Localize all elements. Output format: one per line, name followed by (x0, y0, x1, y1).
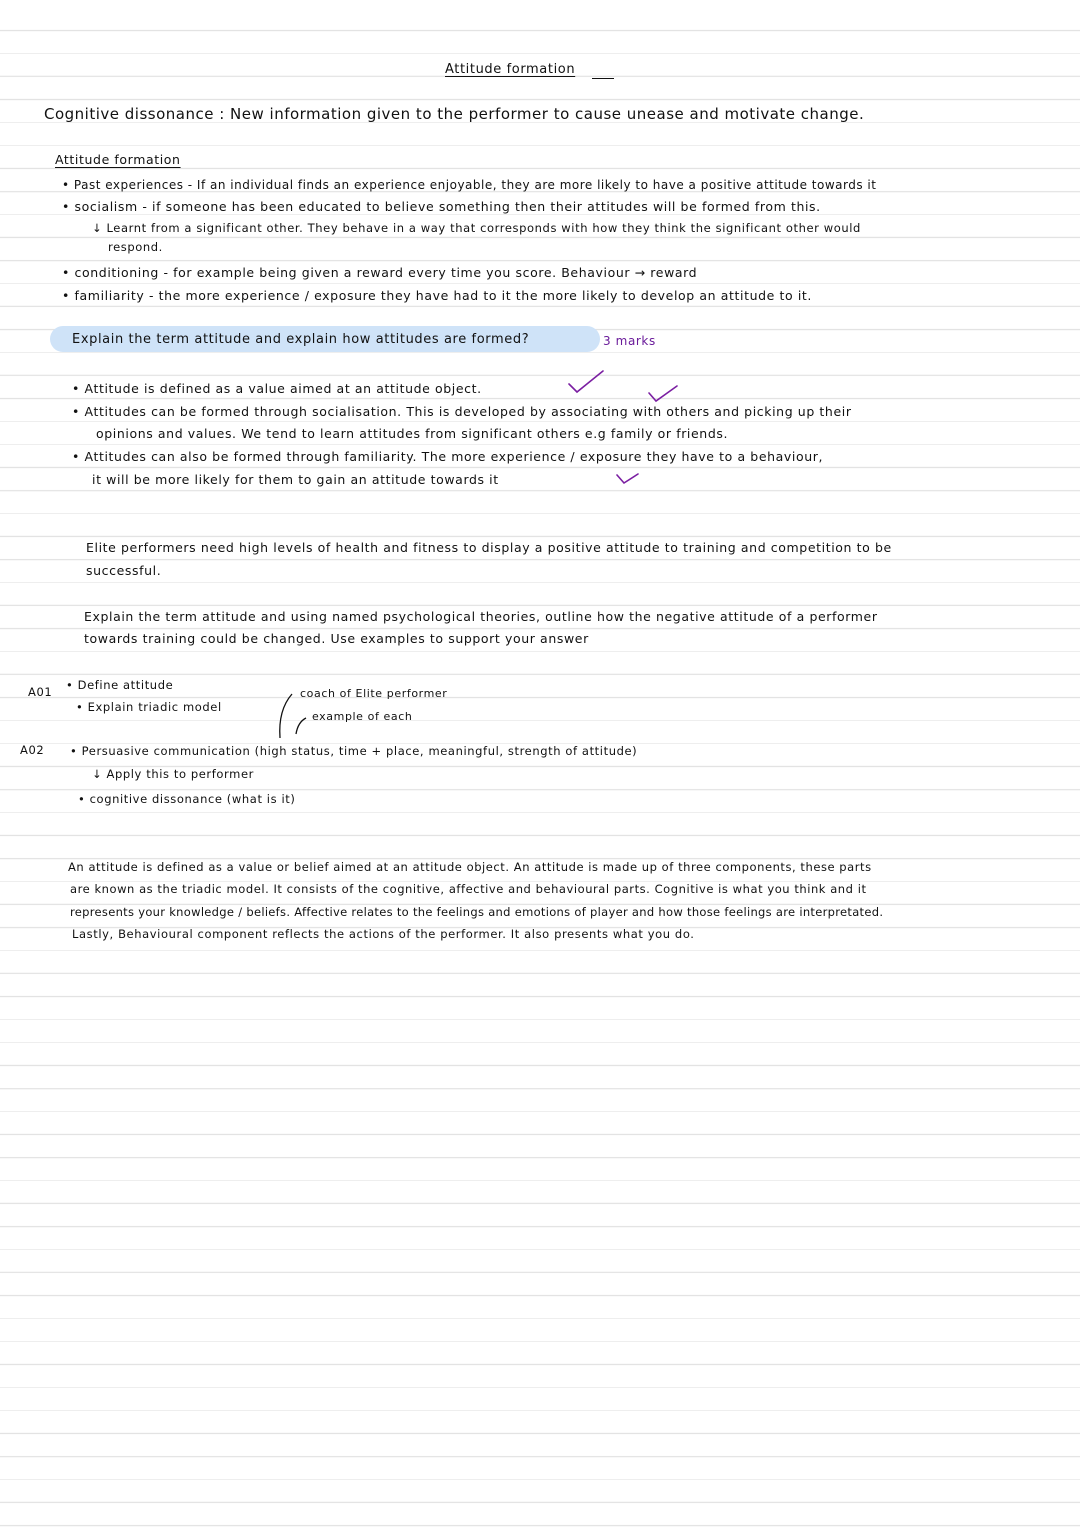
title-underline-extension (592, 78, 614, 79)
plan-item: ↓ Apply this to performer (92, 767, 254, 781)
bullet-socialism: • socialism - if someone has been educated to believe something then their attitudes will be formed from this. (62, 199, 821, 214)
plan-item: • Persuasive communication (high status, time + place, meaningful, strength of attitude) (70, 744, 638, 758)
answer-line: • Attitude is defined as a value aimed at an attitude object. (72, 381, 482, 396)
plan-item: • Define attitude (66, 678, 174, 692)
page-title: Attitude formation (445, 62, 576, 77)
question-prompt: Explain the term attitude and using named psychological theories, outline how the negative attitude of a performer (84, 609, 878, 624)
ao2-label: A02 (20, 743, 45, 757)
cognitive-dissonance-definition: Cognitive dissonance : New information given to the performer to cause unease and motivate change. (44, 105, 865, 123)
answer-paragraph-line: Lastly, Behavioural component reflects the actions of the performer. It also presents what you do. (72, 927, 695, 941)
bullet-familiarity: • familiarity - the more experience / exposure they have had to it the more likely to develop an attitude to it. (62, 288, 812, 303)
answer-paragraph-line: An attitude is defined as a value or belief aimed at an attitude object. An attitude is made up of three components, these parts (68, 860, 872, 874)
socialism-subnote-cont: respond. (108, 240, 163, 254)
question-one: Explain the term attitude and explain how attitudes are formed? (72, 332, 530, 347)
tick-icon (566, 368, 606, 396)
marks-label: 3 marks (603, 334, 656, 348)
answer-paragraph-line: are known as the triadic model. It consists of the cognitive, affective and behavioural parts. Cognitive is what you think and it (70, 882, 867, 896)
answer-line: opinions and values. We tend to learn attitudes from significant others e.g family or friends. (96, 426, 729, 441)
tick-icon (646, 383, 680, 405)
section-heading: Attitude formation (55, 152, 181, 167)
socialism-subnote: ↓ Learnt from a significant other. They behave in a way that corresponds with how they think the significant other would (92, 221, 861, 235)
plan-note: example of each (312, 710, 413, 723)
answer-line: • Attitudes can also be formed through familiarity. The more experience / exposure they have to a behaviour, (72, 449, 824, 464)
plan-note: coach of Elite performer (300, 687, 448, 700)
answer-line: it will be more likely for them to gain an attitude towards it (92, 472, 499, 487)
ao1-label: A01 (28, 685, 53, 699)
answer-paragraph-line: represents your knowledge / beliefs. Affective relates to the feelings and emotions of player and how those feelings are interpretated. (70, 905, 884, 919)
tick-icon (614, 470, 640, 486)
question-prompt: towards training could be changed. Use examples to support your answer (84, 631, 589, 646)
question-context: Elite performers need high levels of health and fitness to display a positive attitude to training and competition to be (86, 540, 892, 555)
plan-item: • Explain triadic model (76, 700, 222, 714)
plan-item: • cognitive dissonance (what is it) (78, 792, 296, 806)
bullet-conditioning: • conditioning - for example being given a reward every time you score. Behaviour → reward (62, 265, 698, 280)
answer-line: • Attitudes can be formed through socialisation. This is developed by associating with others and picking up their (72, 404, 852, 419)
question-context: successful. (86, 563, 162, 578)
bullet-past-experiences: • Past experiences - If an individual finds an experience enjoyable, they are more likely to have a positive attitude towards it (62, 178, 877, 192)
